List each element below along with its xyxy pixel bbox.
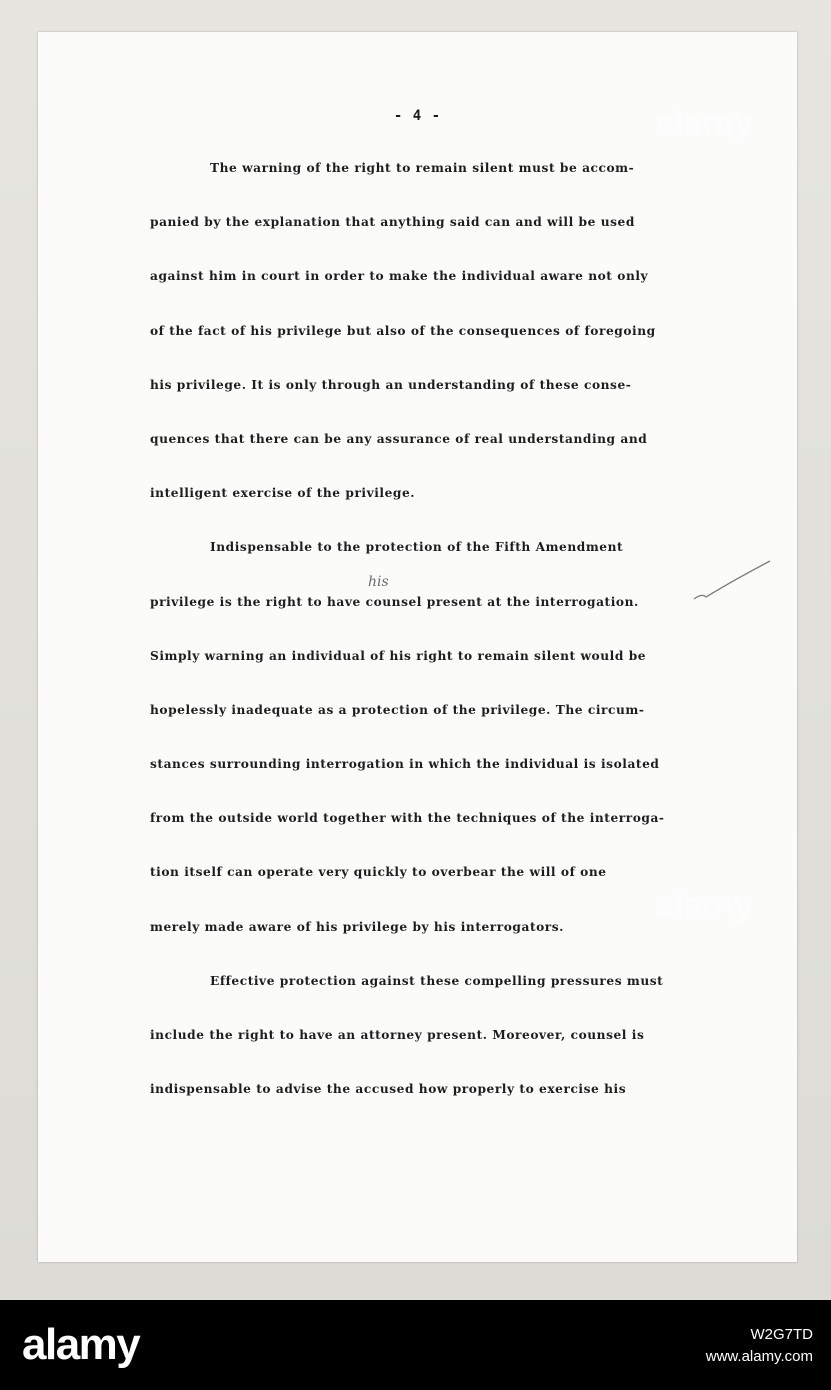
typewritten-page — [38, 32, 797, 1262]
footer-image-id: W2G7TD — [750, 1326, 813, 1343]
footer-logo: alamy — [22, 1320, 140, 1369]
text-line: include the right to have an attorney present. Moreover, counsel is — [150, 1028, 645, 1042]
page-number: - 4 - — [393, 108, 442, 124]
text-line: from the outside world together with the techniques of the interroga- — [150, 811, 665, 826]
text-line: Indispensable to the protection of the Fifth Amendment — [210, 540, 624, 555]
text-line: hopelessly inadequate as a protection of the privilege. The circum- — [150, 702, 645, 717]
text-line: privilege is the right to have counsel present at the interrogation. — [150, 594, 639, 609]
text-line: of the fact of his privilege but also of the consequences of foregoing — [150, 323, 656, 338]
text-line: merely made aware of his privilege by his interrogators. — [150, 919, 564, 934]
handwritten-insert: his — [368, 574, 389, 590]
text-line: intelligent exercise of the privilege. — [150, 486, 416, 501]
text-line: panied by the explanation that anything said can and will be used — [150, 215, 635, 230]
text-line: The warning of the right to remain silent must be accom- — [210, 161, 635, 175]
text-line: his privilege. It is only through an understanding of these conse- — [150, 377, 632, 392]
body-text — [150, 158, 710, 1133]
text-line: indispensable to advise the accused how properly to exercise his — [150, 1082, 627, 1097]
text-line: stances surrounding interrogation in which the individual is isolated — [150, 757, 660, 772]
footer-site: www.alamy.com — [705, 1348, 813, 1365]
text-line: Simply warning an individual of his right to remain silent would be — [150, 648, 647, 663]
watermark-logo: alamy — [655, 102, 753, 143]
footer-image-info — [706, 1324, 813, 1368]
watermark-logo: alamy — [655, 884, 753, 925]
text-line: Effective protection against these compelling pressures must — [210, 973, 664, 988]
text-line: tion itself can operate very quickly to overbear the will of one — [150, 865, 607, 880]
text-line: against him in court in order to make the individual aware not only — [150, 269, 649, 284]
text-line: quences that there can be any assurance of real understanding and — [150, 431, 648, 446]
pencil-check-mark — [692, 559, 772, 609]
